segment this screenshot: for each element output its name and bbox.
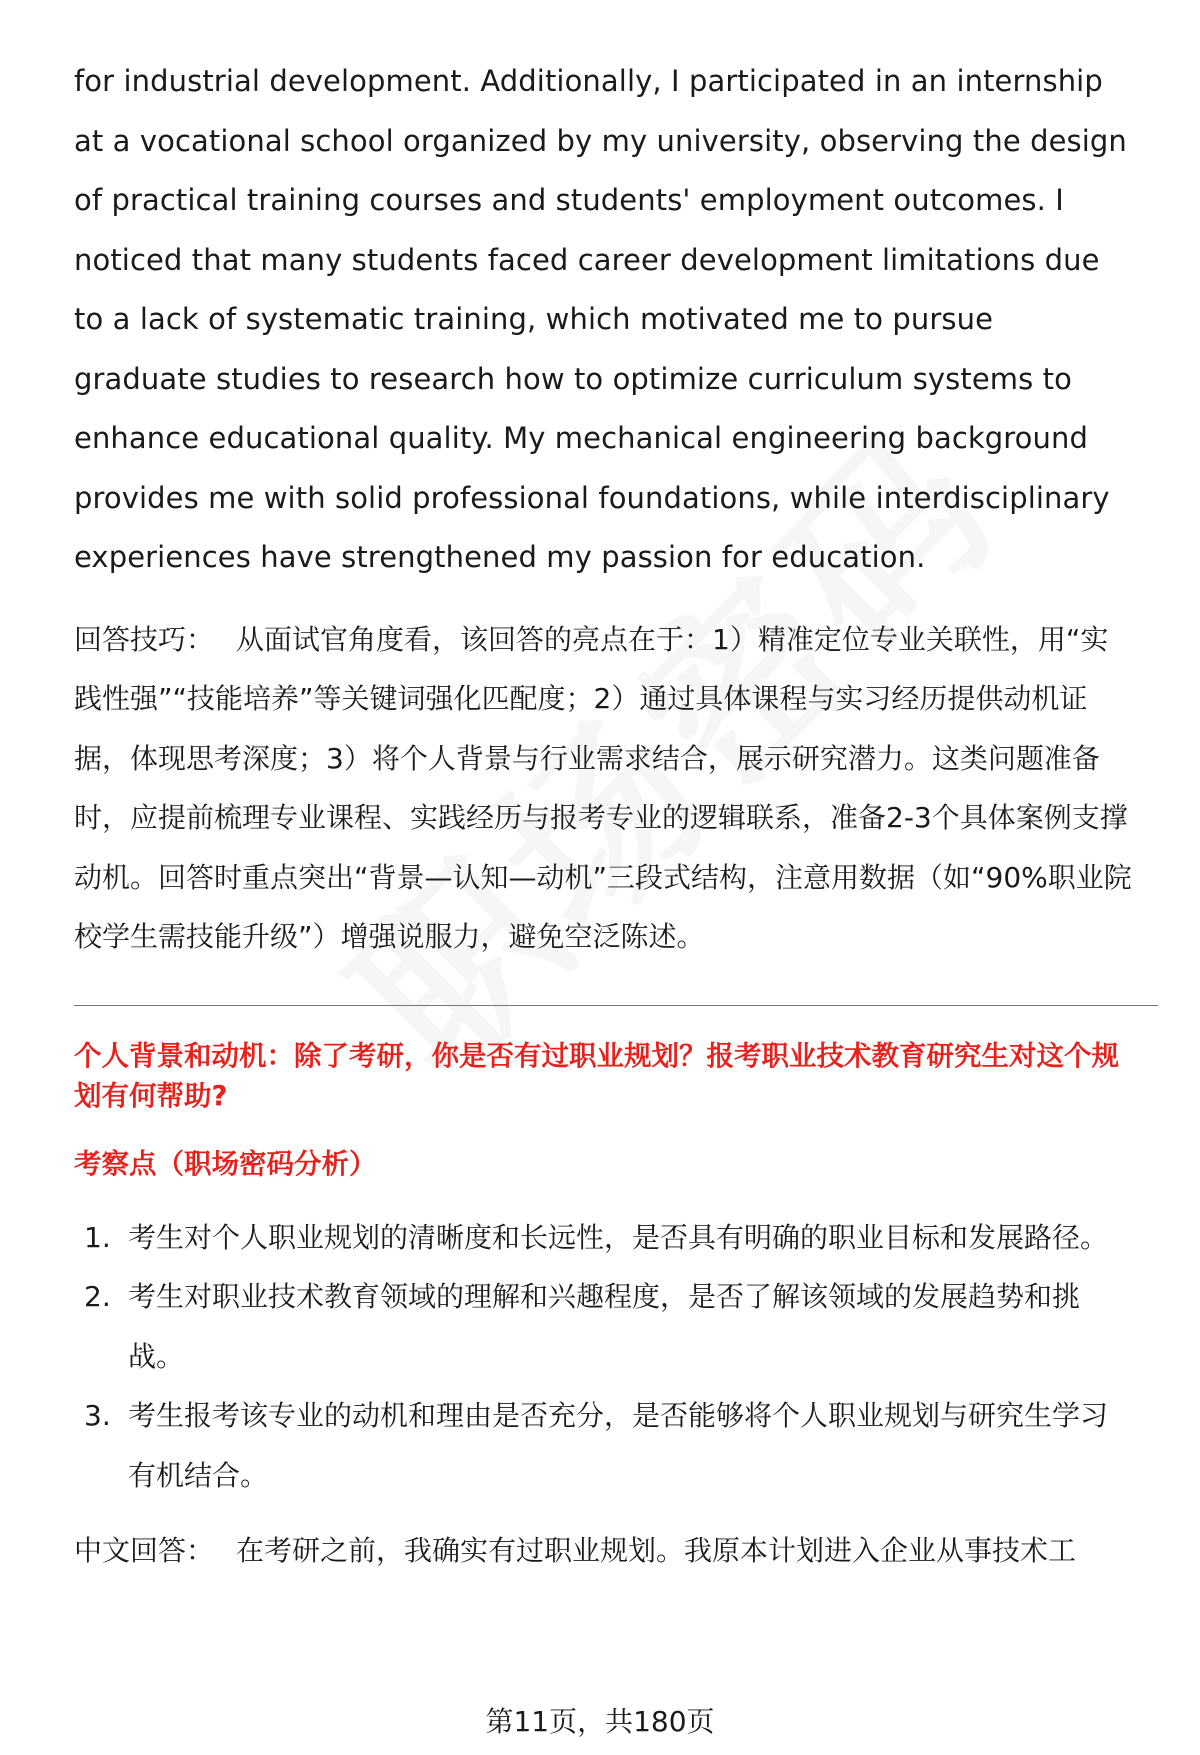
page-footer: 第11页，共180页 xyxy=(485,1705,715,1738)
tips-text: 从面试官角度看，该回答的亮点在于：1）精准定位专业关联性，用“实践性强”“技能培养”等关键词强化匹配度；2）通过具体课程与实习经历提供动机证据，体现思考深度；3）将个人背景与行业需求结合，展示研究潜力。这类问题准备时，应提前梳理专业课程、实践经历与报考专业的逻辑联系，准备2-3个具体案例支撑动机。回答时重点突出“背景—认知—动机”三段式结构，注意用数据（如“90%职业院校学生需技能升级”）增强说服力，避免空泛陈述。 xyxy=(74,622,1132,953)
list-item-text: 考生对职业技术教育领域的理解和兴趣程度，是否了解该领域的发展趋势和挑战。 xyxy=(128,1280,1081,1373)
chinese-answer xyxy=(74,1521,1134,1581)
question-heading: 个人背景和动机：除了考研，你是否有过职业规划？报考职业技术教育研究生对这个规划有何帮助? xyxy=(74,1039,1119,1112)
list-item-text: 考生对个人职业规划的清晰度和长远性，是否具有明确的职业目标和发展路径。 xyxy=(128,1220,1109,1254)
assessment-title: 考察点（职场密码分析） xyxy=(74,1147,377,1180)
tips-label: 回答技巧： xyxy=(74,622,215,656)
document-body xyxy=(74,52,1134,1581)
answer-tips xyxy=(74,610,1134,967)
list-item xyxy=(74,1386,1134,1505)
assessment-list xyxy=(74,1208,1134,1506)
list-item xyxy=(74,1208,1134,1268)
list-item-number: 3. xyxy=(84,1399,111,1432)
intro-paragraph: for industrial development. Additionally, I participated in an internship at a vocational school organized by my university, observing the design of practical training courses and students' employment outcomes. I noticed that many students faced career development limitations due to a lack of systematic training, which motivated me to pursue graduate studies to research how to optimize curriculum systems to enhance educational quality. My mechanical engineering background provides me with solid professional foundations, while interdisciplinary experiences have strengthened my passion for education. xyxy=(74,64,1127,574)
list-item xyxy=(74,1267,1134,1386)
list-item-number: 2. xyxy=(84,1280,111,1313)
list-item-number: 1. xyxy=(84,1220,111,1254)
section-divider xyxy=(74,1005,1158,1006)
answer-text: 在考研之前，我确实有过职业规划。我原本计划进入企业从事技术工 xyxy=(236,1534,1077,1567)
answer-label: 中文回答： xyxy=(74,1534,215,1567)
list-item-text: 考生报考该专业的动机和理由是否充分，是否能够将个人职业规划与研究生学习有机结合。 xyxy=(128,1399,1109,1492)
